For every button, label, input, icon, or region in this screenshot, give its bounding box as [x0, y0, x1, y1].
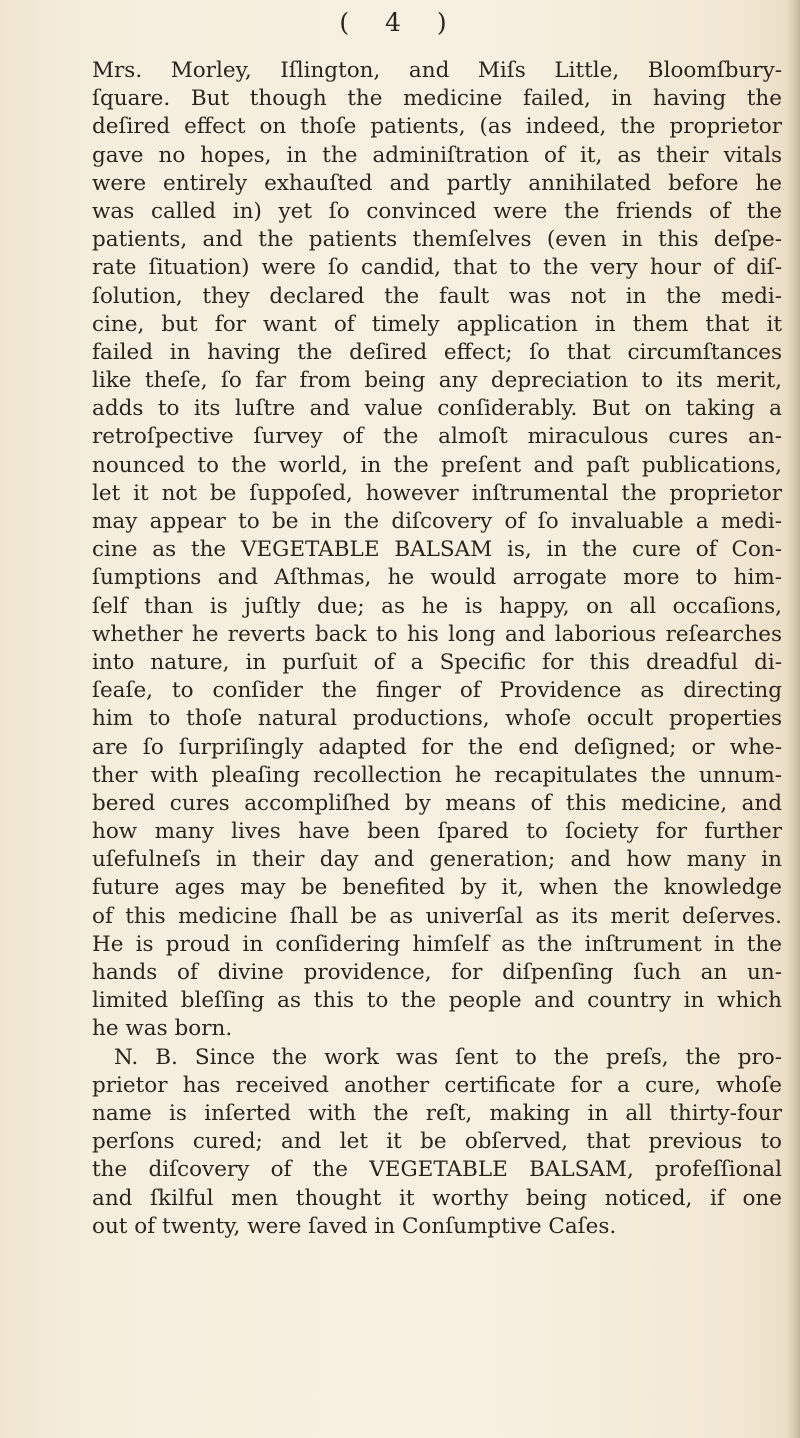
text-line: hands of divine providence, for diſpenſing ſuch an un- [92, 960, 782, 985]
text-line: prietor has received another certificate for a cure, whoſe [92, 1072, 782, 1098]
text-line: whether he reverts back to his long and laborious reſearches [92, 621, 782, 647]
text-line: cine, but for want of timely application in them that it [92, 311, 782, 337]
text-line: he was born. [92, 1016, 233, 1042]
text-line: of this medicine ſhall be as univerſal as its merit deſerves. [92, 903, 782, 929]
text-line: were entirely exhauſted and partly annihilated before he [92, 170, 782, 196]
text-line: out of twenty, were ſaved in Conſumptive Caſes. [92, 1213, 617, 1239]
text-line: failed in having the deſired effect; ſo that circumſtances [92, 339, 782, 365]
text-line: N. B. Since the work was ſent to the preſs, the pro- [114, 1044, 782, 1070]
text-line: into nature, in purſuit of a Specific for this dreadful di- [92, 649, 782, 675]
text-line: the diſcovery of the VEGETABLE BALSAM, profeſſional [92, 1157, 782, 1183]
body-text [92, 57, 782, 1241]
text-line: like theſe, ſo far from being any depreciation to its merit, [92, 368, 782, 394]
text-line: bered cures accompliſhed by means of this medicine, and [92, 790, 782, 816]
text-line: adds to its luſtre and value conſiderably. But on taking a [92, 396, 782, 422]
text-line: deſired effect on thoſe patients, (as indeed, the proprietor [92, 114, 782, 140]
text-line: ther with pleaſing recollection he recapitulates the unnum- [92, 762, 782, 788]
text-line: Mrs. Morley, Iſlington, and Miſs Little, Bloomſbury- [92, 58, 782, 83]
text-line: and ſkilful men thought it worthy being noticed, if one [92, 1185, 782, 1211]
text-line: him to thoſe natural productions, whoſe occult properties [92, 706, 782, 732]
text-line: ſeaſe, to conſider the finger of Providence as directing [92, 678, 782, 704]
text-line: nounced to the world, in the preſent and paſt publications, [92, 452, 782, 478]
text-line: name is inſerted with the reſt, making in all thirty-four [92, 1100, 782, 1126]
text-line: ſquare. But though the medicine failed, in having the [92, 86, 782, 112]
text-line: how many lives have been ſpared to ſociety for further [92, 819, 782, 845]
text-line: let it not be ſuppoſed, however inſtrumental the proprietor [92, 480, 782, 506]
text-line: perſons cured; and let it be obſerved, that previous to [92, 1129, 782, 1155]
text-line: ſelf than is juſtly due; as he is happy, on all occaſions, [92, 593, 782, 619]
text-line: patients, and the patients themſelves (even in this deſpe- [92, 227, 782, 253]
page-number: ( 4 ) [339, 8, 461, 37]
text-line: cine as the VEGETABLE BALSAM is, in the cure of Con- [92, 537, 782, 563]
text-line: uſefulneſs in their day and generation; and how many in [92, 847, 782, 873]
text-line: are ſo ſurpriſingly adapted for the end deſigned; or whe- [92, 734, 782, 760]
text-line: limited bleſſing as this to the people and country in which [92, 988, 782, 1014]
text-line: ſolution, they declared the fault was not in the medi- [92, 283, 782, 309]
text-line: was called in) yet ſo convinced were the friends of the [92, 198, 782, 224]
text-line: rate ſituation) were ſo candid, that to the very hour of diſ- [92, 255, 782, 281]
text-line: He is proud in conſidering himſelf as the inſtrument in the [92, 931, 782, 957]
text-line: future ages may be benefited by it, when the knowledge [92, 875, 782, 901]
text-line: may appear to be in the diſcovery of ſo invaluable a medi- [92, 509, 782, 534]
page-edge-shadow [786, 0, 800, 1438]
text-line: ſumptions and Aſthmas, he would arrogate more to him- [92, 565, 782, 591]
text-line: gave no hopes, in the adminiſtration of it, as their vitals [92, 142, 782, 168]
text-line: retroſpective ſurvey of the almoſt miraculous cures an- [92, 424, 782, 450]
